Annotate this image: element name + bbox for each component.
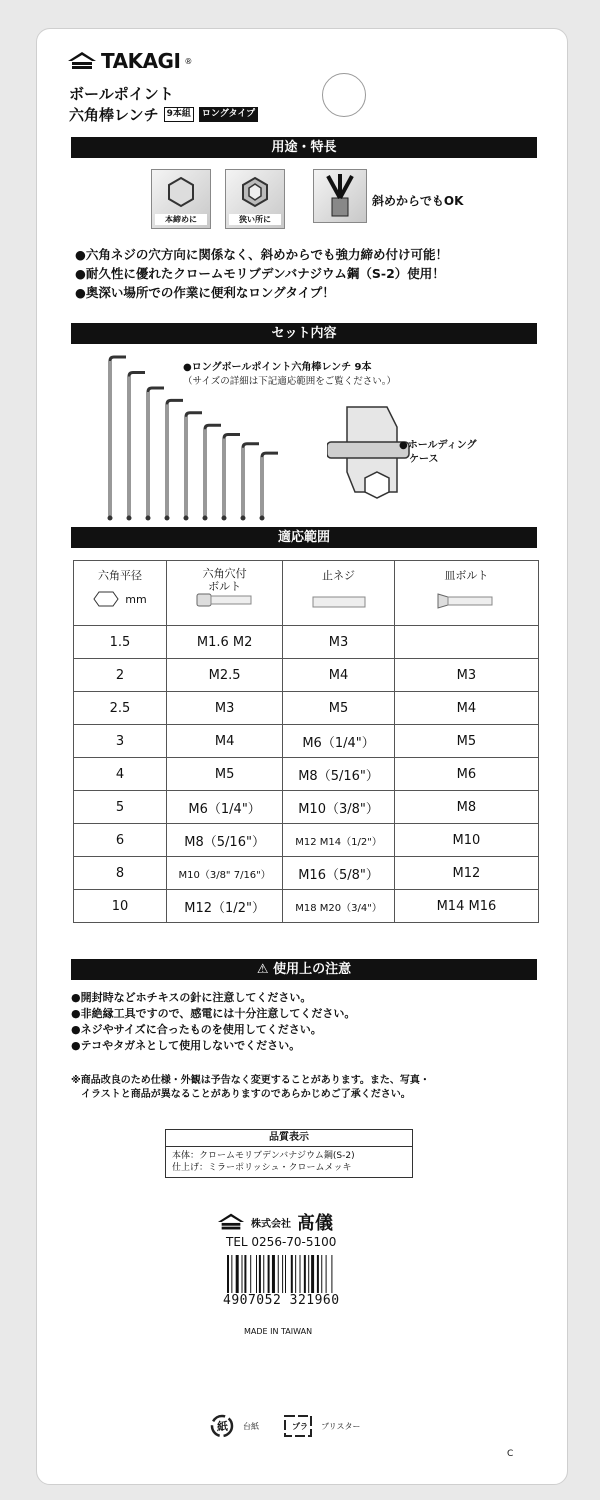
set-screw-icon [311,595,367,609]
hex-socket-icon [152,170,210,210]
table-cell: M10 [394,824,538,857]
registered-mark: ® [184,56,193,66]
table-cell: M10（3/8"） [283,791,395,824]
type-tag: ロングタイプ [199,107,258,122]
paper-glyph: 紙 [217,1420,228,1433]
table-cell: M8 [394,791,538,824]
package-card [36,28,568,1485]
table-cell: M5 [394,725,538,758]
range-table [73,560,539,923]
table-cell: M4 [283,659,395,692]
table-cell: M5 [283,692,395,725]
holding-case-line2: ケース [409,454,439,465]
brand-name: TAKAGI [101,49,181,73]
notice-line1: ※商品改良のため仕様・外観は予告なく変更することがあります。また、写真・ [71,1075,430,1086]
table-header-row [74,561,539,626]
table-cell: M3 [394,659,538,692]
table-cell: M3 [283,626,395,659]
table-cell: M5 [167,758,283,791]
table-row [74,659,539,692]
product-title-text: 六角棒レンチ [69,106,159,124]
product-title-line1: ボールポイント [69,85,174,103]
table-cell: M3 [167,692,283,725]
quality-header: 品質表示 [166,1130,412,1147]
table-row [74,758,539,791]
table-cell: M18 M20（3/4"） [283,890,395,923]
feature-icon-tighten [151,169,211,229]
set-wrench-description [183,361,396,388]
table-cell: M6（1/4"） [283,725,395,758]
paper-recycle-mark [209,1413,259,1439]
table-cell: 2 [74,659,167,692]
table-cell: 3 [74,725,167,758]
table-cell: M14 M16 [394,890,538,923]
table-row [74,857,539,890]
table-row [74,725,539,758]
set-header: セット内容 [71,323,537,344]
hexagon-icon [93,591,119,607]
feature-bullets [75,245,448,302]
house-logo-icon [67,51,97,71]
count-tag: 9本組 [164,107,194,122]
caution-item: ●ネジやサイズに合ったものを使用してください。 [71,1023,322,1036]
header-set-screw [283,561,395,626]
table-row [74,824,539,857]
header-hex-size [74,561,167,626]
table-cell: 6 [74,824,167,857]
plastic-glyph: プラ [292,1421,308,1431]
header-flat-label: 皿ボルト [444,569,489,582]
plastic-recycle-mark [283,1413,361,1439]
header-hex-label: 六角平径 [98,569,142,582]
company-kanji-name: 髙儀 [297,1213,333,1234]
flat-bolt-icon [436,593,496,609]
feature-bullet: ●奥深い場所での作業に便利なロングタイプ！ [75,285,335,300]
table-cell: M12（1/2"） [167,890,283,923]
feature-bullet: ●六角ネジの穴方向に関係なく、斜めからでも強力締め付け可能！ [75,247,449,262]
quality-line1: 本体：クロームモリブデンバナジウム鋼(S-2) [172,1151,355,1161]
set-wrench-text: ●ロングボールポイント六角棒レンチ 9本 [183,362,372,373]
socket-bolt-icon [195,593,255,607]
corner-mark: C [507,1449,514,1459]
header-socket-bolt [167,561,283,626]
table-cell: 5 [74,791,167,824]
table-cell: 4 [74,758,167,791]
table-cell: M6（1/4"） [167,791,283,824]
range-header: 適応範囲 [71,527,537,548]
table-cell: M10（3/8" 7/16"） [167,857,283,890]
hex-mm-unit [74,591,166,607]
table-cell: 8 [74,857,167,890]
product-notice [71,1074,430,1102]
caution-item: ●テコやタガネとして使用しないでください。 [71,1039,301,1052]
wrench-item [146,388,165,521]
feature-icon-label: 狭い所に [229,214,281,225]
table-row [74,692,539,725]
table-cell: M12 [394,857,538,890]
table-cell: 1.5 [74,626,167,659]
table-cell: M8（5/16"） [167,824,283,857]
caution-header: ⚠ 使用上の注意 [71,959,537,980]
table-cell [394,626,538,659]
features-header: 用途・特長 [71,137,537,158]
table-cell: 2.5 [74,692,167,725]
barcode-bars [225,1255,355,1295]
company-tel: TEL 0256-70-5100 [226,1235,337,1249]
wrench-item [203,425,222,520]
mm-unit-label: mm [125,592,147,606]
holding-case-line1: ●ホールディング [399,440,477,451]
table-cell: M2.5 [167,659,283,692]
feature-icon-label: 本締めに [155,214,207,225]
caution-item: ●開封時などホチキスの針に注意してください。 [71,991,312,1004]
quality-line2: 仕上げ：ミラーポリッシュ・クロームメッキ [172,1163,352,1173]
hang-hole [322,73,366,117]
table-cell: M4 [167,725,283,758]
holding-case-label [399,439,477,467]
header-socket-label: 六角穴付 ボルト [202,567,247,593]
table-cell: 10 [74,890,167,923]
wrench-item [222,435,241,521]
paper-label: 台紙 [243,1421,259,1431]
quality-label-box [165,1129,413,1178]
product-title-line2 [69,104,258,125]
angle-wrench-icon [314,170,366,222]
table-row [74,791,539,824]
plastic-label: ブリスター [321,1421,361,1431]
company-name [217,1209,333,1235]
table-row [74,626,539,659]
table-cell: M8（5/16"） [283,758,395,791]
table-row [74,890,539,923]
wrench-item [260,453,279,520]
angle-icon [313,169,367,223]
wrench-item [127,373,146,521]
wrench-item [241,444,260,521]
house-logo-icon [217,1212,245,1232]
set-wrench-note: （サイズの詳細は下記適応範囲をご覧ください。） [183,376,396,387]
header-set-label: 止ネジ [322,569,356,582]
table-cell: M6 [394,758,538,791]
quality-body [166,1147,412,1177]
barcode-digits: 4907052 321960 [223,1293,340,1308]
wrench-item [165,400,184,520]
origin-label: MADE IN TAIWAN [244,1327,313,1336]
caution-item: ●非絶縁工具ですので、感電には十分注意してください。 [71,1007,356,1020]
caution-list [71,990,355,1054]
notice-line2: イラストと商品が異なることがありますのであらかじめご了承ください。 [81,1089,411,1100]
brand-logo [67,49,192,73]
table-cell: M4 [394,692,538,725]
wrench-item [108,357,127,521]
header-flat-bolt [394,561,538,626]
table-cell: M12 M14（1/2"） [283,824,395,857]
wrench-item [184,413,203,521]
table-cell: M1.6 M2 [167,626,283,659]
feature-icon-narrow [225,169,285,229]
feature-bullet: ●耐久性に優れたクロームモリブデンバナジウム鋼（S-2）使用！ [75,266,445,281]
hex-narrow-icon [226,170,284,210]
angle-ok-text: 斜めからでもOK [372,194,464,208]
table-cell: M16（5/8"） [283,857,395,890]
company-prefix: 株式会社 [251,1218,291,1230]
